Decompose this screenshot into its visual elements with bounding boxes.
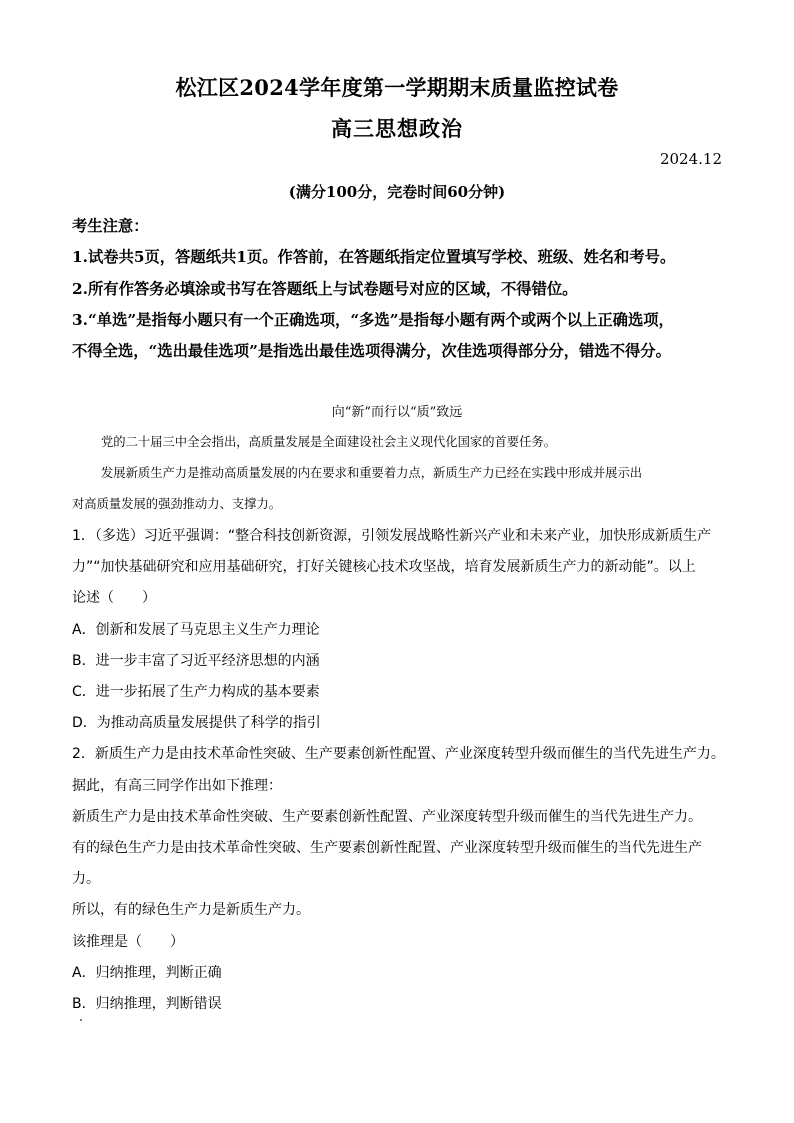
exam-title: 松江区2024学年度第一学期期末质量监控试卷	[175, 75, 619, 100]
question-1-option-d: D．为推动高质量发展提供了科学的指引	[72, 715, 321, 731]
notice-item: 2.所有作答务必填涂或书写在答题纸上与试卷题号对应的区域，不得错位。	[72, 280, 578, 298]
question-2-stem: 2．新质生产力是由技术革命性突破、生产要素创新性配置、产业深度转型升级而催生的当代先进生产力。	[72, 746, 725, 762]
notice-heading: 考生注意：	[72, 217, 149, 235]
question-1-option-c: C．进一步拓展了生产力构成的基本要素	[72, 684, 320, 700]
question-1-stem: 力”“加快基础研究和应用基础研究，打好关键核心技术攻坚战，培育发展新质生产力的新动能”。以上	[72, 559, 696, 575]
notice-item: 3.“单选”是指每小题只有一个正确选项，“多选”是指每小题有两个或两个以上正确选项，	[72, 311, 674, 329]
material-paragraph: 党的二十届三中全会指出，高质量发展是全面建设社会主义现代化国家的首要任务。	[101, 435, 556, 449]
question-2-stem: 据此，有高三同学作出如下推理：	[72, 778, 282, 794]
question-1-stem: 论述（ ）	[72, 590, 156, 606]
section-title: 向“新”而行以“质”致远	[331, 405, 463, 420]
question-2-stem: 所以，有的绿色生产力是新质生产力。	[72, 902, 310, 918]
score-time-note: (满分100分，完卷时间60分钟)	[288, 183, 506, 201]
question-2-stem: 该推理是（ ）	[72, 934, 184, 950]
scan-speck	[80, 1019, 82, 1021]
question-2-option-b: B．归纳推理，判断错误	[72, 996, 222, 1012]
question-1-option-a: A．创新和发展了马克思主义生产力理论	[72, 622, 320, 638]
question-2-stem: 新质生产力是由技术革命性突破、生产要素创新性配置、产业深度转型升级而催生的当代先进生产力。	[72, 809, 702, 825]
material-paragraph: 对高质量发展的强劲推动力、支撑力。	[72, 497, 282, 511]
material-paragraph: 发展新质生产力是推动高质量发展的内在要求和重要着力点，新质生产力已经在实践中形成并展示出	[101, 466, 643, 480]
question-2-stem: 力。	[72, 871, 100, 887]
notice-item: 1.试卷共5页，答题纸共1页。作答前，在答题纸指定位置填写学校、班级、姓名和考号。	[72, 248, 676, 266]
exam-date: 2024.12	[659, 150, 722, 168]
question-1-stem: 1．（多选）习近平强调：“整合科技创新资源，引领发展战略性新兴产业和未来产业，加快形成新质生产	[72, 528, 712, 544]
question-2-stem: 有的绿色生产力是由技术革命性突破、生产要素创新性配置、产业深度转型升级而催生的当代先进生产	[72, 840, 702, 856]
subject-title: 高三思想政治	[331, 116, 463, 141]
question-1-option-b: B．进一步丰富了习近平经济思想的内涵	[72, 653, 320, 669]
question-2-option-a: A．归纳推理，判断正确	[72, 965, 222, 981]
notice-item: 不得全选，“选出最佳选项”是指选出最佳选项得满分，次佳选项得部分分，错选不得分。	[72, 342, 671, 360]
